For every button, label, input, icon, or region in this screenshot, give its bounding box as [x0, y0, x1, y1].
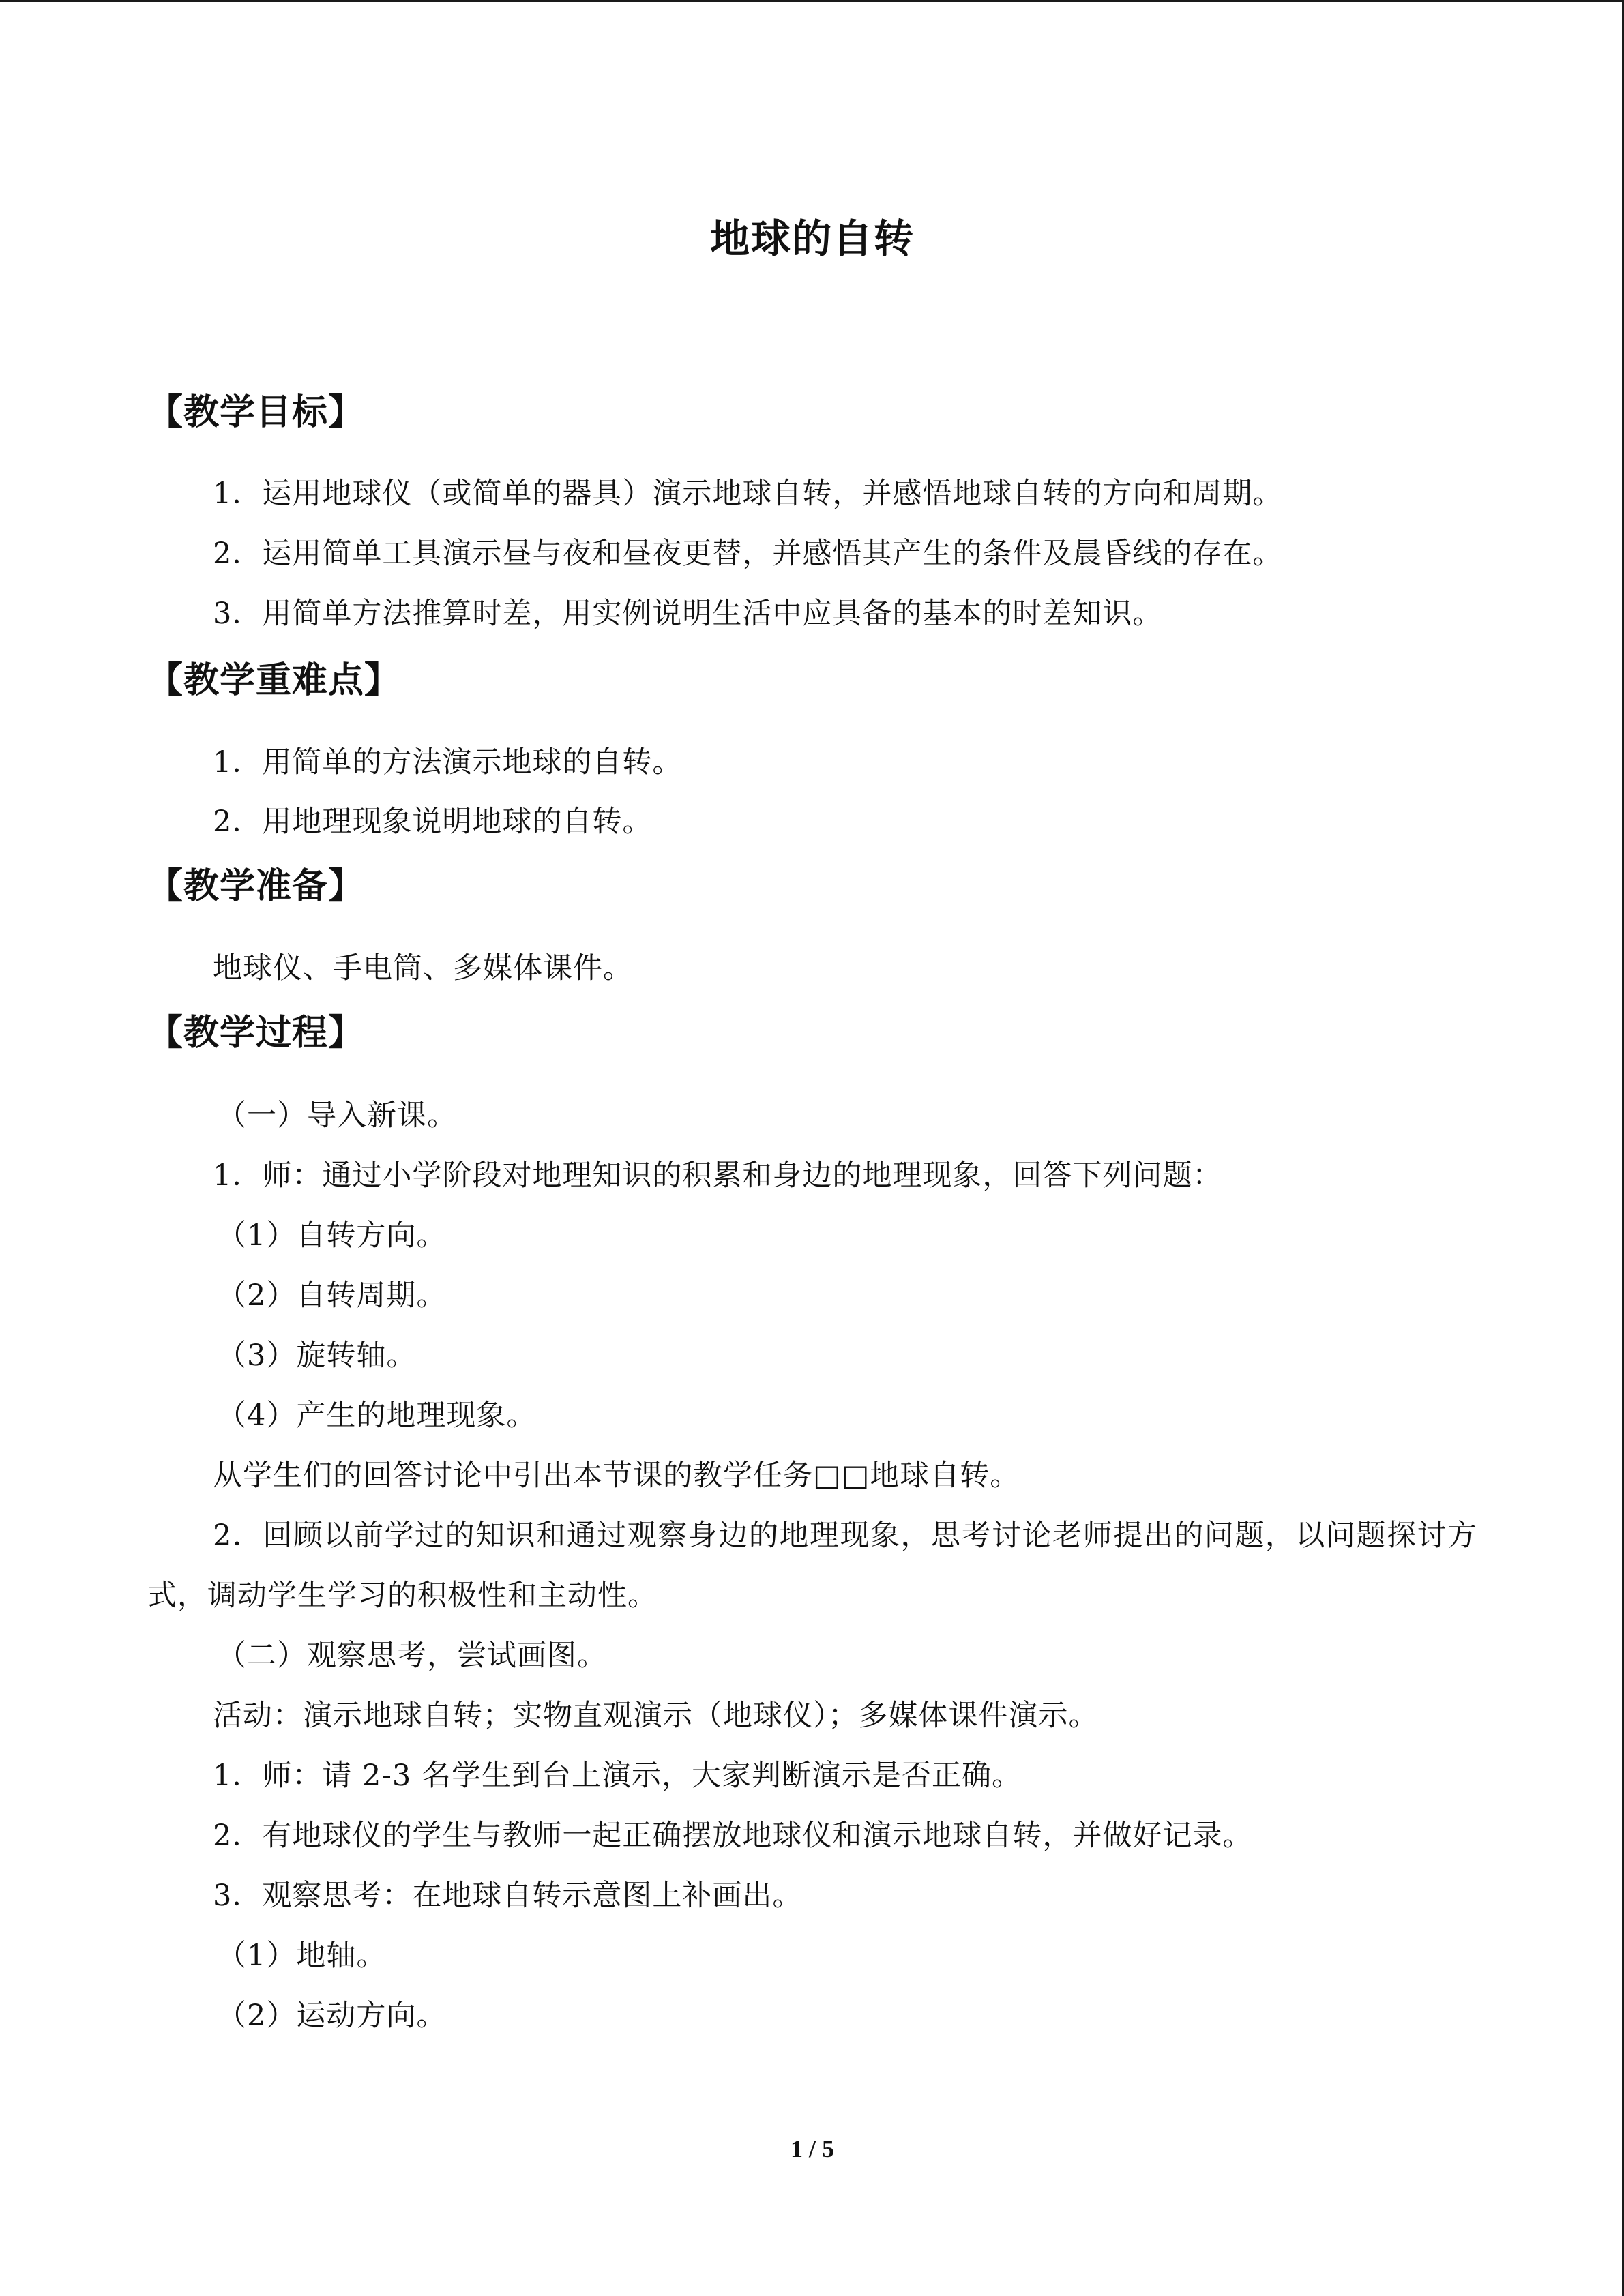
process-question: （2）自转周期。: [217, 1279, 447, 1313]
page-top-border: [0, 0, 1624, 2]
process-subheading: （一）导入新课。: [217, 1099, 457, 1133]
process-question: （1）地轴。: [217, 1939, 387, 1973]
process-line: 3．观察思考：在地球自转示意图上补画出。: [213, 1879, 803, 1913]
key-point-item: 2．用地理现象说明地球的自转。: [213, 805, 653, 839]
objective-item: 3．用简单方法推算时差，用实例说明生活中应具备的基本的时差知识。: [213, 597, 1163, 631]
process-heading: 【教学过程】: [147, 1013, 365, 1054]
objective-item: 2．运用简单工具演示昼与夜和昼夜更替，并感悟其产生的条件及晨昏线的存在。: [213, 537, 1283, 571]
process-line: 1．师：通过小学阶段对地理知识的积累和身边的地理现象，回答下列问题：: [213, 1159, 1223, 1193]
key-points-heading: 【教学重难点】: [147, 660, 401, 701]
objectives-heading: 【教学目标】: [147, 392, 365, 433]
process-paragraph: 2．回顾以前学过的知识和通过观察身边的地理现象，思考讨论老师提出的问题，以问题探讨方式，调动学生学习的积极性和主动性。: [147, 1519, 1477, 1613]
page-number: 1 / 5: [790, 2135, 834, 2162]
process-line: 2．有地球仪的学生与教师一起正确摆放地球仪和演示地球自转，并做好记录。: [213, 1819, 1253, 1853]
process-question: （1）自转方向。: [217, 1219, 447, 1253]
preparation-text: 地球仪、手电筒、多媒体课件。: [213, 951, 633, 985]
process-subheading: （二）观察思考，尝试画图。: [217, 1639, 607, 1673]
process-question: （2）运动方向。: [217, 1999, 447, 2033]
process-question: （3）旋转轴。: [217, 1339, 417, 1373]
preparation-heading: 【教学准备】: [147, 866, 365, 907]
process-question: （4）产生的地理现象。: [217, 1399, 537, 1433]
process-line: 从学生们的回答讨论中引出本节课的教学任务□□地球自转。: [213, 1459, 1020, 1493]
objective-item: 1．运用地球仪（或简单的器具）演示地球自转，并感悟地球自转的方向和周期。: [213, 477, 1283, 511]
document-title: 地球的自转: [709, 215, 915, 262]
process-line: 活动：演示地球自转；实物直观演示（地球仪）；多媒体课件演示。: [213, 1699, 1099, 1733]
key-point-item: 1．用简单的方法演示地球的自转。: [213, 745, 683, 779]
process-line: 1．师：请 2-3 名学生到台上演示，大家判断演示是否正确。: [213, 1759, 1022, 1793]
